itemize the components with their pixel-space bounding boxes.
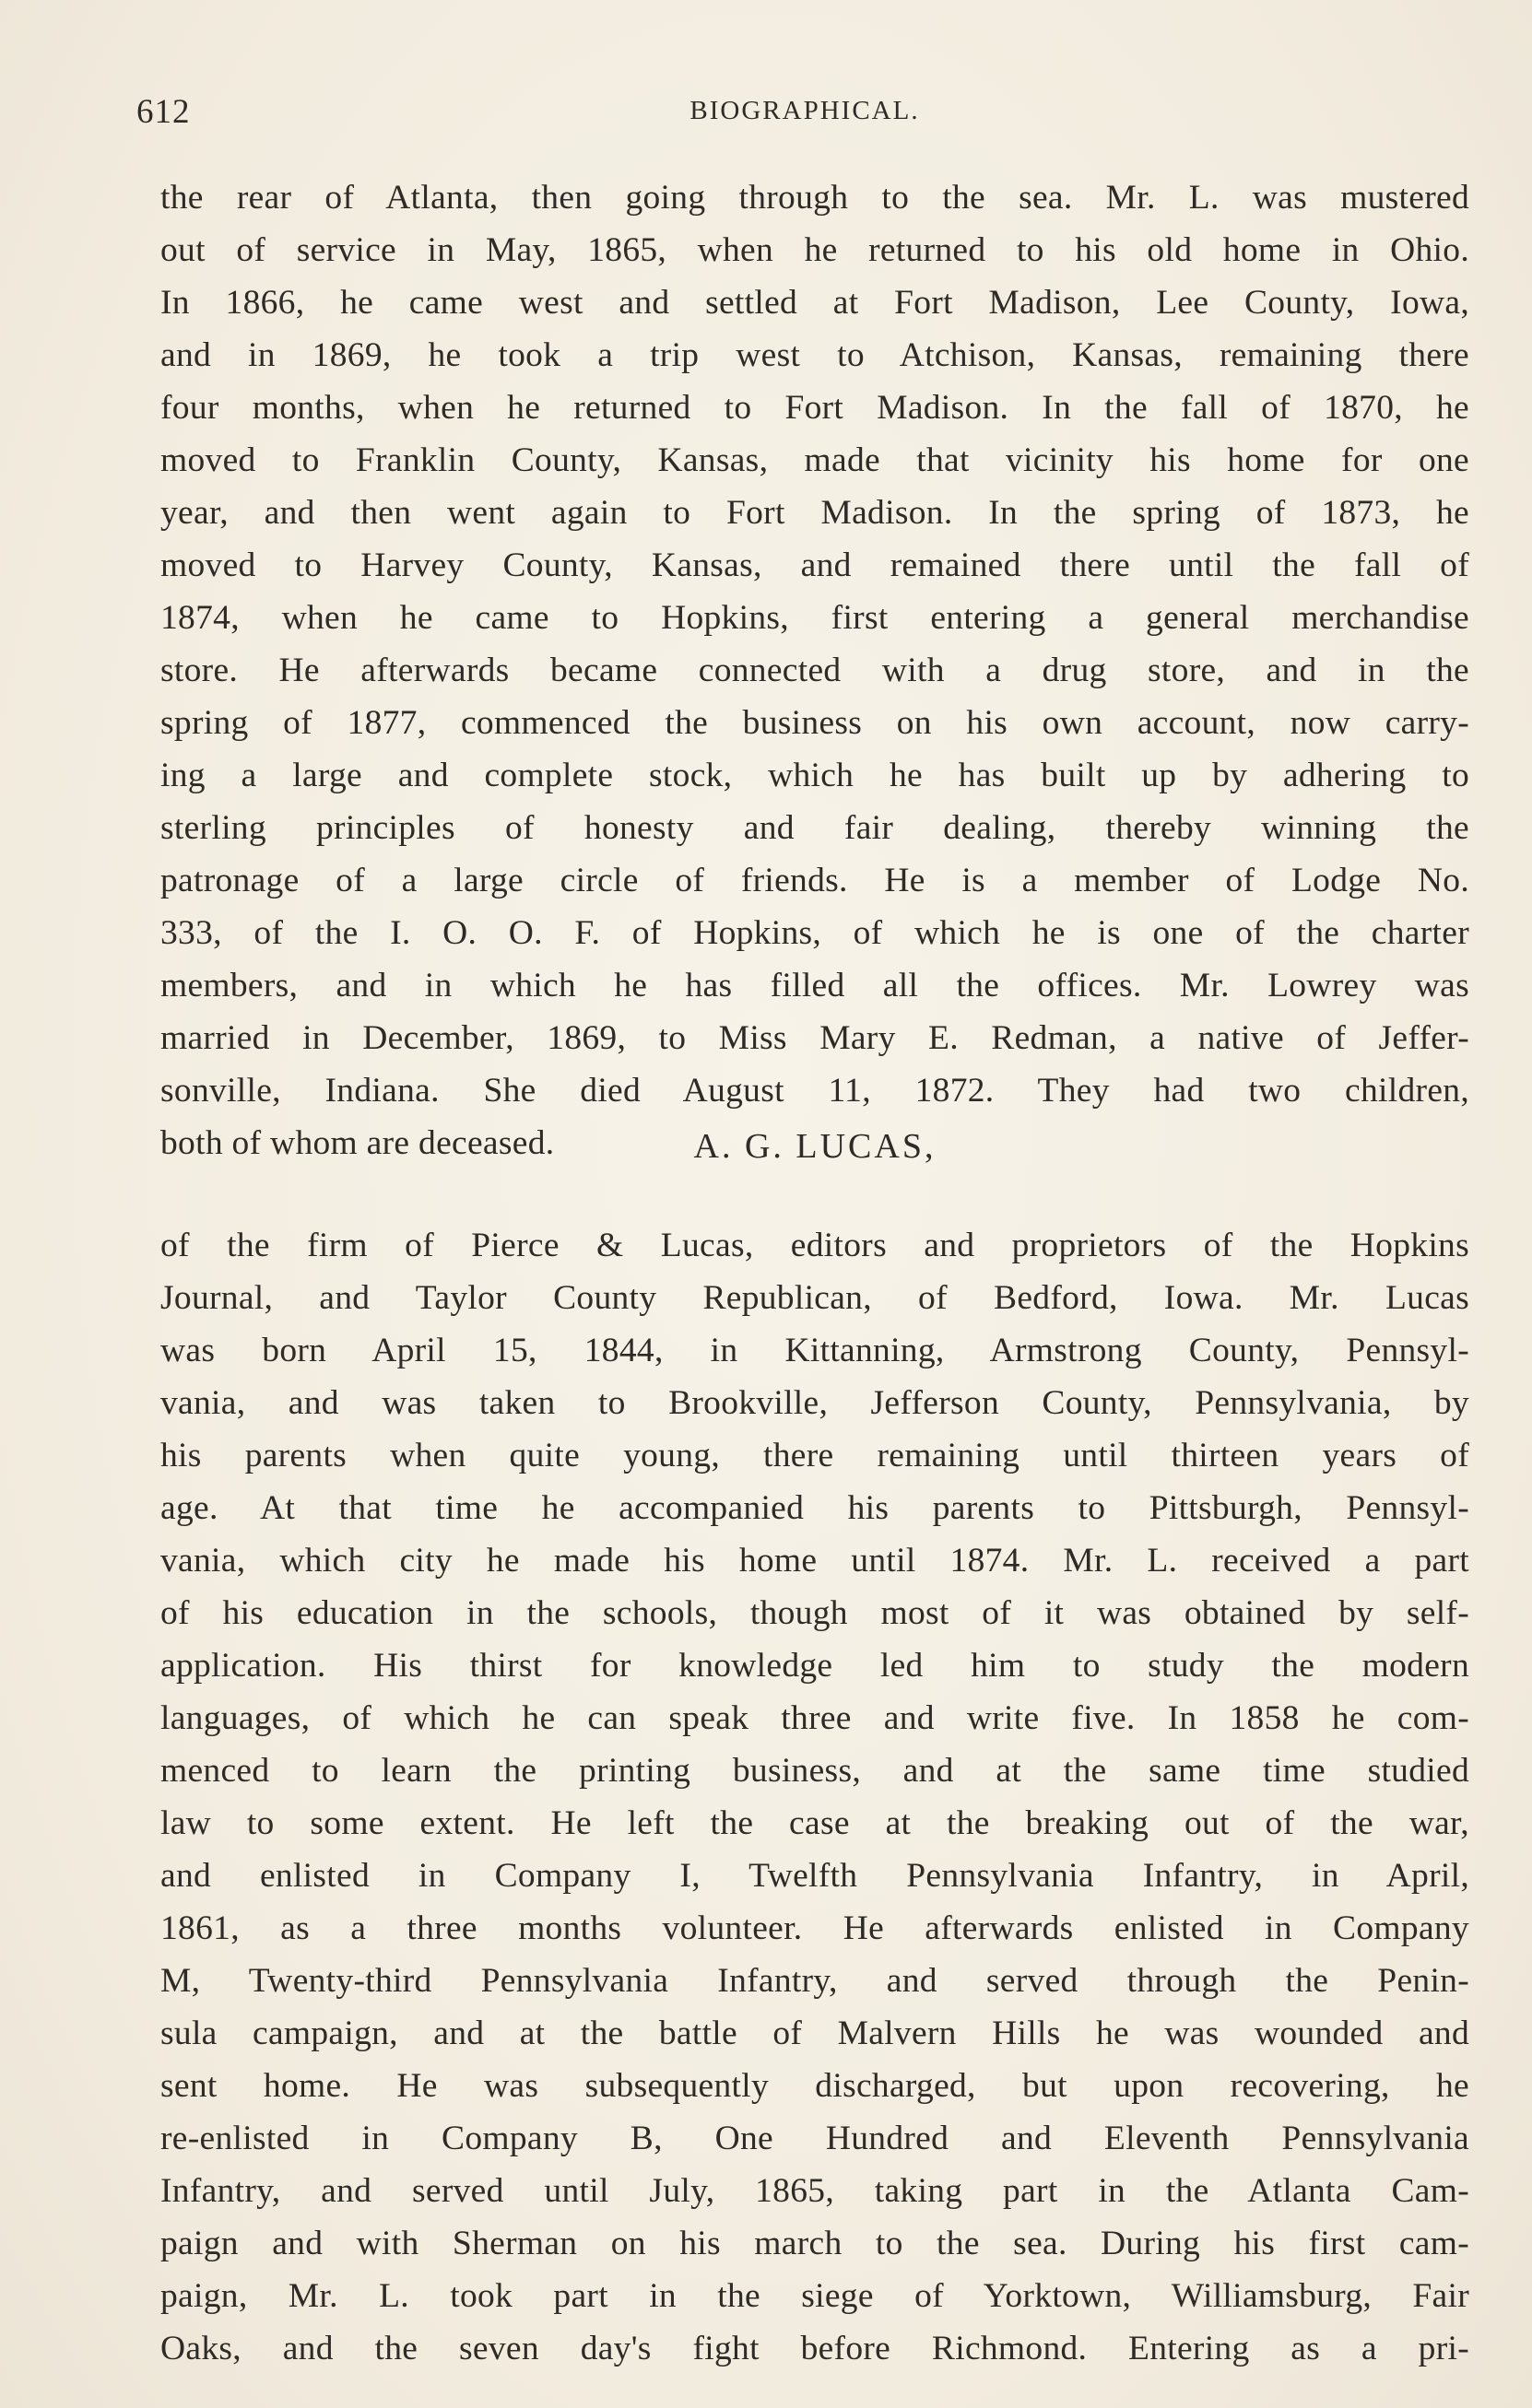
text-line: moved to Harvey County, Kansas, and remained there until the fall of (160, 546, 1469, 584)
text-line: out of service in May, 1865, when he returned to his old home in Ohio. (160, 231, 1469, 269)
text-line: was born April 15, 1844, in Kittanning, Armstrong County, Pennsyl- (160, 1332, 1469, 1369)
text-line: of the firm of Pierce & Lucas, editors and proprietors of the Hopkins (160, 1227, 1469, 1264)
text-line: sula campaign, and at the battle of Malvern Hills he was wounded and (160, 2014, 1469, 2052)
text-line: menced to learn the printing business, and at the same time studied (160, 1752, 1469, 1790)
text-line: the rear of Atlanta, then going through to the sea. Mr. L. was mustered (160, 179, 1469, 217)
text-line: re-enlisted in Company B, One Hundred and Eleventh Pennsylvania (160, 2120, 1469, 2157)
text-line: and in 1869, he took a trip west to Atchison, Kansas, remaining there (160, 336, 1469, 374)
text-line: sterling principles of honesty and fair dealing, thereby winning the (160, 809, 1469, 847)
text-line: 1874, when he came to Hopkins, first entering a general merchandise (160, 599, 1469, 637)
text-line: spring of 1877, commenced the business on his own account, now carry- (160, 704, 1469, 742)
text-line: age. At that time he accompanied his parents to Pittsburgh, Pennsyl- (160, 1489, 1469, 1527)
text-line: languages, of which he can speak three and write five. In 1858 he com- (160, 1699, 1469, 1737)
text-line: year, and then went again to Fort Madison. In the spring of 1873, he (160, 494, 1469, 532)
page-header (136, 92, 1473, 147)
text-line: of his education in the schools, though most of it was obtained by self- (160, 1594, 1469, 1632)
text-line: moved to Franklin County, Kansas, made that vicinity his home for one (160, 441, 1469, 479)
text-line: married in December, 1869, to Miss Mary E. Redman, a native of Jeffer- (160, 1019, 1469, 1057)
running-head: BIOGRAPHICAL. (689, 96, 920, 125)
text-line: 1861, as a three months volunteer. He afterwards enlisted in Company (160, 1909, 1469, 1947)
page-number: 612 (136, 93, 191, 131)
text-line: paign, Mr. L. took part in the siege of Yorktown, Williamsburg, Fair (160, 2277, 1469, 2315)
text-line: sonville, Indiana. She died August 11, 1872. They had two children, (160, 1072, 1469, 1110)
text-line: ing a large and complete stock, which he has built up by adhering to (160, 757, 1469, 794)
text-line: Oaks, and the seven day's fight before Richmond. Entering as a pri- (160, 2330, 1469, 2367)
text-line: vania, and was taken to Brookville, Jefferson County, Pennsylvania, by (160, 1384, 1469, 1422)
biography-paragraph-lowrey (160, 171, 1469, 1169)
text-line: four months, when he returned to Fort Madison. In the fall of 1870, he (160, 389, 1469, 427)
text-line: law to some extent. He left the case at the breaking out of the war, (160, 1804, 1469, 1842)
text-line: store. He afterwards became connected with a drug store, and in the (160, 652, 1469, 689)
text-line: both of whom are deceased. (160, 1124, 555, 1162)
text-line: M, Twenty-third Pennsylvania Infantry, and served through the Penin- (160, 1962, 1469, 2000)
text-line: paign and with Sherman on his march to the sea. During his first cam- (160, 2225, 1469, 2262)
text-line: vania, which city he made his home until 1874. Mr. L. received a part (160, 1542, 1469, 1580)
text-line: 333, of the I. O. O. F. of Hopkins, of which he is one of the charter (160, 914, 1469, 952)
text-line: and enlisted in Company I, Twelfth Pennsylvania Infantry, in April, (160, 1857, 1469, 1895)
text-line: Journal, and Taylor County Republican, of Bedford, Iowa. Mr. Lucas (160, 1279, 1469, 1317)
biography-paragraph-lucas (160, 1219, 1469, 2375)
text-line: In 1866, he came west and settled at Fort Madison, Lee County, Iowa, (160, 284, 1469, 322)
text-line: Infantry, and served until July, 1865, taking part in the Atlanta Cam- (160, 2172, 1469, 2210)
text-line: members, and in which he has filled all the offices. Mr. Lowrey was (160, 967, 1469, 1004)
text-line: sent home. He was subsequently discharged, but upon recovering, he (160, 2067, 1469, 2105)
text-line: application. His thirst for knowledge led him to study the modern (160, 1647, 1469, 1685)
text-line: patronage of a large circle of friends. He is a member of Lodge No. (160, 862, 1469, 899)
section-heading: A. G. LUCAS, (693, 1127, 937, 1166)
text-line: his parents when quite young, there remaining until thirteen years of (160, 1437, 1469, 1474)
